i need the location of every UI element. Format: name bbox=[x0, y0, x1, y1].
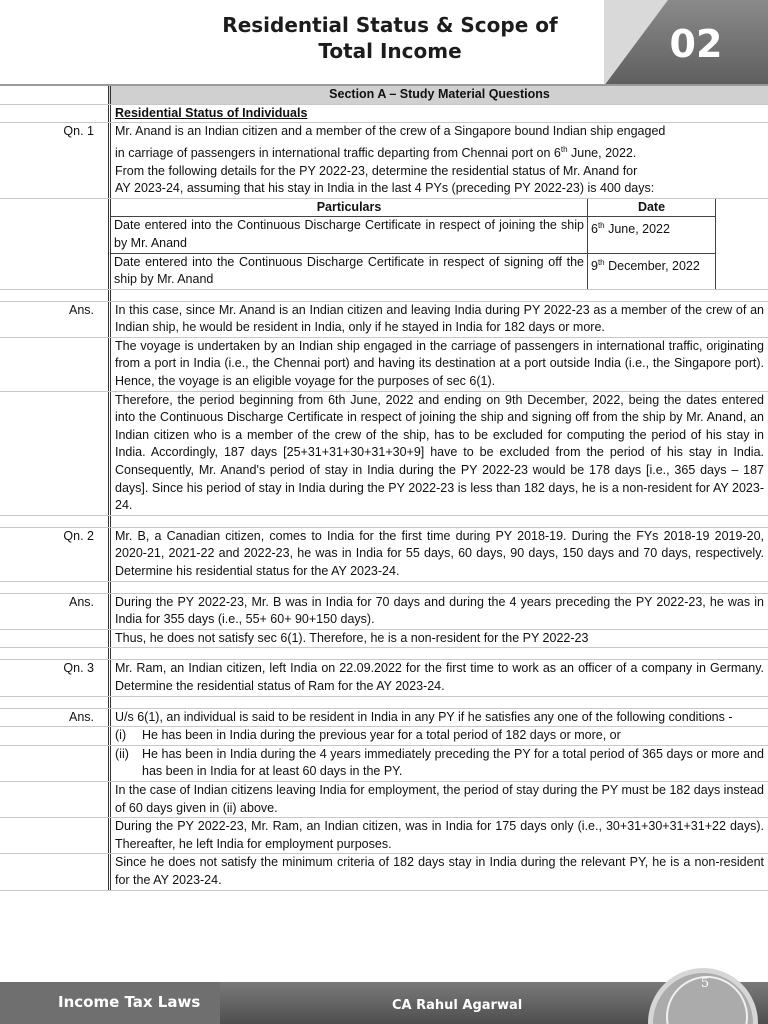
question-1-line: From the following details for the PY 2022-23, determine the residential status of Mr. Anand for bbox=[115, 163, 638, 178]
condition-number: (i) bbox=[115, 728, 127, 743]
particulars-table bbox=[111, 199, 716, 289]
page-number: 5 bbox=[700, 976, 710, 991]
chapter-title bbox=[200, 12, 580, 64]
page-header bbox=[0, 0, 768, 86]
question-1-line: in carriage of passengers in international traffic departing from Chennai port on 6th June, 2022. bbox=[115, 144, 637, 160]
condition-item bbox=[108, 727, 768, 745]
question-3-row bbox=[0, 660, 768, 696]
question-2-label: Qn. 2 bbox=[63, 528, 94, 543]
answer-2-row bbox=[0, 594, 768, 630]
table-cell-particular: Date entered into the Continuous Discharge Certificate in respect of joining the ship by Mr. Anand bbox=[111, 217, 588, 253]
section-subheading: Residential Status of Individuals bbox=[108, 105, 768, 123]
answer-1-paragraph: The voyage is undertaken by an Indian ship engaged in the carriage of passengers in international traffic, originating from a port in India (i.e., the Chennai port) and having its destination at a port outside India (i.e., the Singapore port). Hence, the voyage is an eligible voyage for the purposes of sec 6(1). bbox=[108, 338, 768, 391]
condition-text: He has been in India during the 4 years immediately preceding the PY for a total period of 365 days or more and has been in India for at least 60 days in the PY. bbox=[142, 746, 764, 779]
table-header-date: Date bbox=[588, 199, 716, 217]
footer-book-title: Income Tax Laws bbox=[58, 993, 201, 1011]
footer-author: CA Rahul Agarwal bbox=[392, 998, 523, 1013]
table-row bbox=[111, 253, 716, 289]
chapter-title-line1: Residential Status & Scope of bbox=[222, 13, 558, 37]
answer-3-paragraph: During the PY 2022-23, Mr. Ram, an Indian citizen, was in India for 175 days only (i.e., 30+31+30+31+31+22 days). Thereafter, he left India for employment purposes. bbox=[108, 818, 768, 853]
table-cell-particular: Date entered into the Continuous Discharge Certificate in respect of signing off the ship by Mr. Anand bbox=[111, 253, 588, 289]
question-1-line: AY 2023-24, assuming that his stay in India in the last 4 PYs (preceding PY 2022-23) is 400 days: bbox=[115, 181, 655, 196]
question-2-text: Mr. B, a Canadian citizen, comes to India for the first time during PY 2018-19. During the FYs 2018-19 2019-20, 2020-21, 2021-22 and 2022-23, he was in India for 55 days, 60 days, 90 days, 150 days and 70 days, respectively. Determine his residential status for the AY 2023-24. bbox=[108, 528, 768, 581]
question-1-table-row bbox=[0, 199, 768, 290]
answer-1-paragraph: In this case, since Mr. Anand is an Indian citizen and leaving India during PY 2022-23 as a member of the crew of an Indian ship, he would be resident in India, only if he stayed in India for 182 days or more. bbox=[108, 302, 768, 337]
condition-number: (ii) bbox=[115, 746, 129, 761]
subheading-row bbox=[0, 105, 768, 124]
answer-1-label: Ans. bbox=[68, 302, 94, 317]
answer-3-label: Ans. bbox=[68, 709, 94, 724]
question-3-label: Qn. 3 bbox=[63, 661, 94, 676]
answer-1-row bbox=[0, 302, 768, 338]
question-2-row bbox=[0, 528, 768, 582]
question-1-line: Mr. Anand is an Indian citizen and a member of the crew of a Singapore bound Indian ship engaged bbox=[115, 124, 666, 139]
table-cell-date: 9th December, 2022 bbox=[588, 253, 716, 289]
content-grid bbox=[0, 86, 768, 891]
section-heading: Section A – Study Material Questions bbox=[108, 86, 768, 104]
section-heading-row bbox=[0, 86, 768, 105]
table-cell-date: 6th June, 2022 bbox=[588, 217, 716, 253]
page-footer bbox=[0, 968, 768, 1024]
condition-text: He has been in India during the previous year for a total period of 182 days or more, or bbox=[142, 728, 621, 743]
answer-3-intro: U/s 6(1), an individual is said to be resident in India in any PY if he satisfies any one of the following conditions - bbox=[108, 709, 768, 727]
question-1-label: Qn. 1 bbox=[63, 124, 94, 139]
answer-3-row bbox=[0, 709, 768, 728]
answer-3-paragraph: In the case of Indian citizens leaving India for employment, the period of stay during the PY must be 182 days instead of 60 days given in (ii) above. bbox=[108, 782, 768, 817]
table-row bbox=[111, 217, 716, 253]
chapter-title-line2: Total Income bbox=[318, 39, 462, 63]
question-1-row bbox=[0, 123, 768, 199]
question-3-text: Mr. Ram, an Indian citizen, left India on 22.09.2022 for the first time to work as an officer of a company in Germany. Determine the residential status of Ram for the AY 2023-24. bbox=[108, 660, 768, 695]
answer-2-paragraph: Thus, he does not satisfy sec 6(1). Therefore, he is a non-resident for the PY 2022-23 bbox=[108, 630, 768, 648]
answer-3-paragraph: Since he does not satisfy the minimum criteria of 182 days stay in India during the relevant PY, he is a non-resident for the AY 2023-24. bbox=[108, 854, 768, 889]
answer-1-paragraph: Therefore, the period beginning from 6th June, 2022 and ending on 9th December, 2022, being the dates entered into the Continuous Discharge Certificate in respect of joining the ship and signing off from the ship by Mr. Anand, an Indian citizen who is a member of the crew of the ship, has to be excluded for computing the period of his stay in India. Accordingly, 187 days [25+31+31+30+31+30+9] have to be excluded from the period of his stay in India. Consequently, Mr. Anand's period of stay in India during the PY 2022-23 would be 178 days [i.e., 365 days – 187 days]. Since his period of stay in India during the PY 2022-23 is less than 182 days, he is a non-resident for AY 2023-24. bbox=[108, 392, 768, 515]
answer-2-paragraph: During the PY 2022-23, Mr. B was in India for 70 days and during the 4 years preceding the PY 2022-23, he was in India for 355 days (i.e., 55+ 60+ 90+150 days). bbox=[108, 594, 768, 629]
condition-item bbox=[108, 746, 768, 781]
question-1-text bbox=[108, 123, 768, 198]
chapter-number: 02 bbox=[669, 22, 723, 66]
table-header-particulars: Particulars bbox=[111, 199, 588, 217]
answer-2-label: Ans. bbox=[68, 594, 94, 609]
